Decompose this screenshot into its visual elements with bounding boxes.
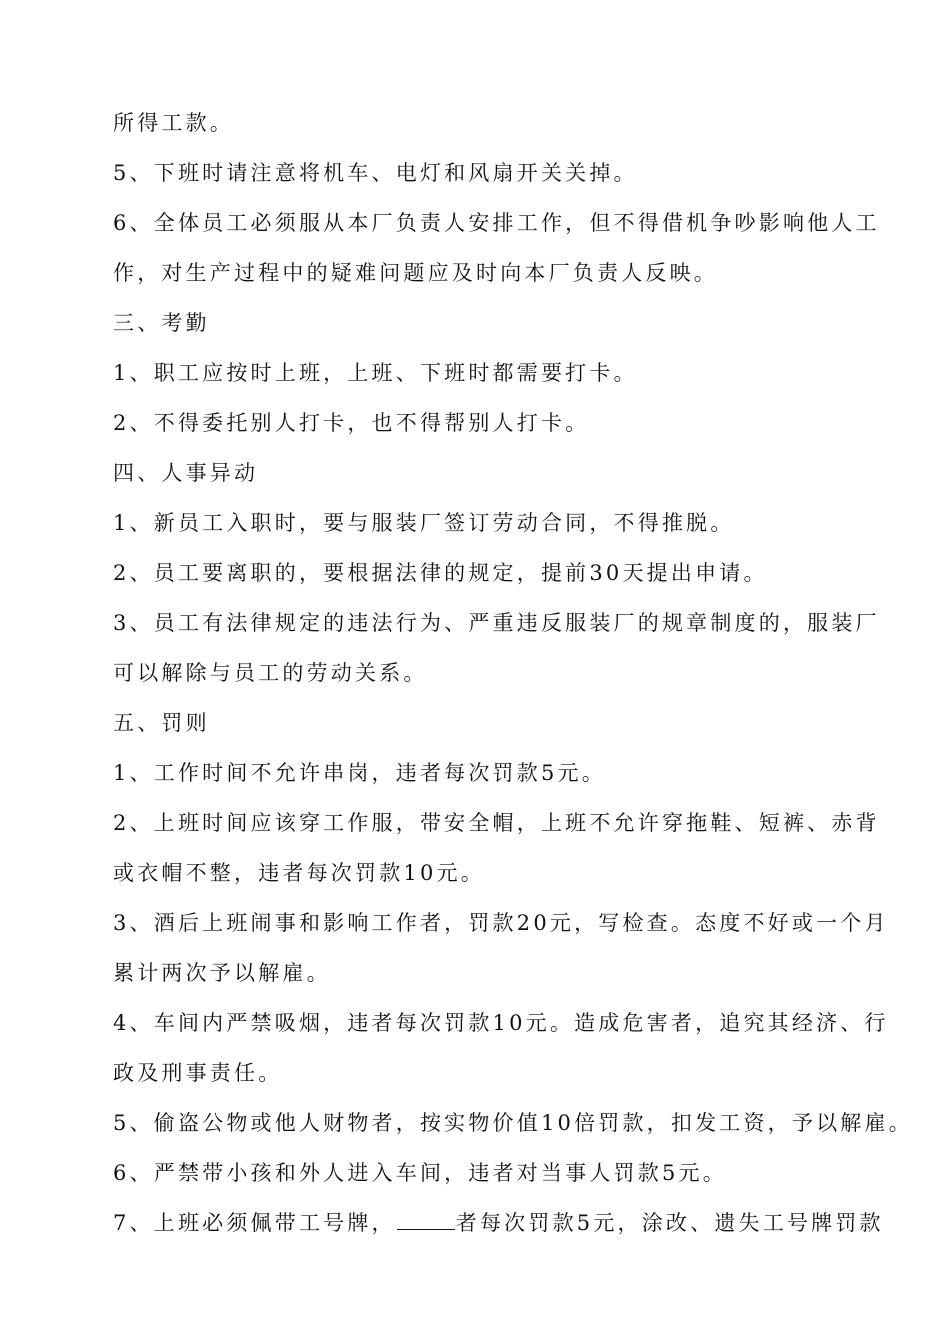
- section-heading: 三、考勤: [113, 311, 210, 335]
- section-heading: 四、人事异动: [113, 461, 259, 485]
- text-segment: 7、上班必须佩带工号牌，: [113, 1211, 396, 1235]
- text-line: [113, 1209, 884, 1237]
- text-line: 6、严禁带小孩和外人进入车间，违者对当事人罚款5元。: [113, 1161, 727, 1185]
- text-line: 政及刑事责任。: [113, 1061, 283, 1085]
- text-line: 1、职工应按时上班，上班、下班时都需要打卡。: [113, 361, 638, 385]
- text-line: 2、员工要离职的，要根据法律的规定，提前30天提出申请。: [113, 561, 768, 585]
- section-heading: 五、罚则: [113, 711, 210, 735]
- text-line: 累计两次予以解雇。: [113, 961, 331, 985]
- text-line: 或衣帽不整，违者每次罚款10元。: [113, 861, 485, 885]
- text-line: 所得工款。: [113, 111, 234, 135]
- text-line: 5、偷盗公物或他人财物者，按实物价值10倍罚款，扣发工资，予以解雇。: [113, 1111, 913, 1135]
- text-line: 可以解除与员工的劳动关系。: [113, 661, 428, 685]
- text-line: 2、上班时间应该穿工作服，带安全帽，上班不允许穿拖鞋、短裤、赤背: [113, 811, 880, 835]
- text-line: 4、车间内严禁吸烟，违者每次罚款10元。造成危害者，追究其经济、行: [113, 1011, 889, 1035]
- text-line: 3、员工有法律规定的违法行为、严重违反服装厂的规章制度的，服装厂: [113, 611, 880, 635]
- text-line: 6、全体员工必须服从本厂负责人安排工作，但不得借机争吵影响他人工: [113, 211, 880, 235]
- text-line: 1、新员工入职时，要与服装厂签订劳动合同，不得推脱。: [113, 511, 735, 535]
- text-segment: 者每次罚款5元，涂改、遗失工号牌罚款: [455, 1211, 884, 1235]
- text-line: 1、工作时间不允许串岗，违者每次罚款5元。: [113, 761, 606, 785]
- text-line: 作，对生产过程中的疑难问题应及时向本厂负责人反映。: [113, 261, 718, 285]
- text-line: 3、酒后上班闹事和影响工作者，罚款20元，写检查。态度不好或一个月: [113, 911, 889, 935]
- text-line: 5、下班时请注意将机车、电灯和风扇开关关掉。: [113, 161, 638, 185]
- text-line: 2、不得委托别人打卡，也不得帮别人打卡。: [113, 411, 590, 435]
- fill-in-blank: [397, 1211, 455, 1230]
